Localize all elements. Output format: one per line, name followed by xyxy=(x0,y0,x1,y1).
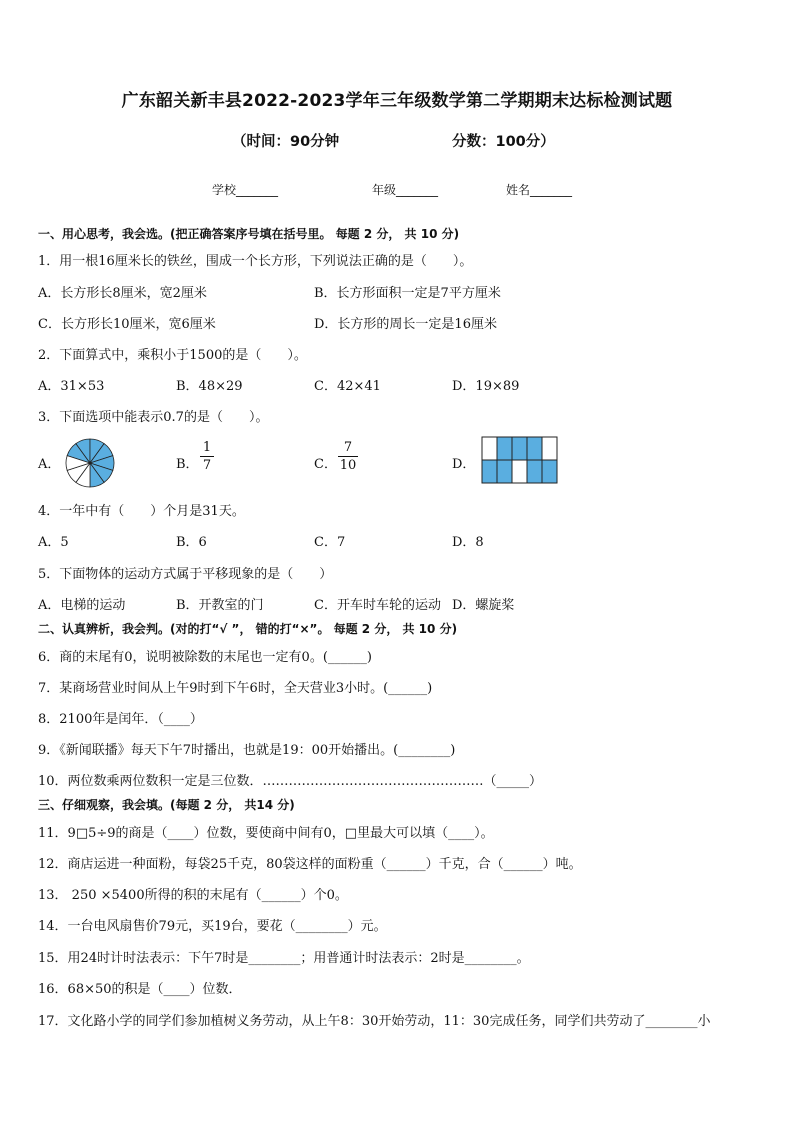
q1-option-a: A．长方形长8厘米，宽2厘米 xyxy=(38,286,207,301)
exam-time: （时间：90分钟 xyxy=(232,134,340,150)
question-7: 7．某商场营业时间从上午9时到下午6时，全天营业3小时。(______) xyxy=(38,681,433,696)
q3-fraction-b-numerator: 1 xyxy=(202,440,212,455)
grid-cell-empty xyxy=(482,437,497,460)
section-2-heading: 二、认真辨析，我会判。(对的打“√ ”， 错的打“×”。 每题 2 分， 共 10 分) xyxy=(38,622,458,636)
grid-cell-shaded xyxy=(527,437,542,460)
q3-fraction-b xyxy=(200,441,214,472)
grid-cell-shaded xyxy=(527,460,542,483)
q3-fraction-b-denominator: 7 xyxy=(202,458,212,473)
question-3: 3．下面选项中能表示0.7的是（ ）。 xyxy=(38,410,269,425)
question-5: 5．下面物体的运动方式属于平移现象的是（ ） xyxy=(38,567,333,582)
q3-fraction-c-numerator: 7 xyxy=(343,440,353,455)
q5-option-d: D．螺旋桨 xyxy=(452,598,515,613)
question-1: 1．用一根16厘米长的铁丝，围成一个长方形，下列说法正确的是（ ）。 xyxy=(38,254,473,269)
q3-option-d: D． xyxy=(452,457,476,472)
section-3-heading: 三、仔细观察，我会填。(每题 2 分， 共14 分) xyxy=(38,798,295,812)
question-16: 16．68×50的积是（____）位数． xyxy=(38,982,242,997)
grid-cell-shaded xyxy=(497,460,512,483)
q3-fraction-c xyxy=(338,441,358,472)
exam-score: 分数：100分） xyxy=(452,134,555,150)
school-field: 学校_______ xyxy=(212,183,279,197)
question-15: 15．用24时计时法表示：下午7时是________；用普通计时法表示：2时是________。 xyxy=(38,951,530,966)
question-13: 13． 250 ×5400所得的积的末尾有（______）个0。 xyxy=(38,888,348,903)
q4-option-c: C．7 xyxy=(314,535,346,550)
grid-cell-empty xyxy=(512,460,527,483)
page-title: 广东韶关新丰县2022-2023学年三年级数学第二学期期末达标检测试题 xyxy=(121,91,673,111)
question-14: 14．一台电风扇售价79元，买19台，要花（________）元。 xyxy=(38,919,387,934)
question-12: 12．商店运进一种面粉，每袋25千克，80袋这样的面粉重（______）千克，合（______）吨。 xyxy=(38,857,582,872)
q3-option-b: B． xyxy=(176,457,199,472)
question-9: 9．《新闻联播》每天下午7时播出，也就是19：00开始播出。(________) xyxy=(38,743,456,758)
q3-grid-diagram xyxy=(481,436,559,484)
q1-option-c: C．长方形长10厘米，宽6厘米 xyxy=(38,317,216,332)
q5-option-c: C．开车时车轮的运动 xyxy=(314,598,441,613)
q3-fraction-c-denominator: 10 xyxy=(339,458,357,473)
q1-option-b: B．长方形面积一定是7平方厘米 xyxy=(314,286,501,301)
q4-option-b: B．6 xyxy=(176,535,207,550)
name-field: 姓名_______ xyxy=(506,183,573,197)
grade-field: 年级_______ xyxy=(372,183,439,197)
q2-option-a: A．31×53 xyxy=(38,379,105,394)
q5-option-b: B．开教室的门 xyxy=(176,598,264,613)
grid-cell-shaded xyxy=(542,460,557,483)
q5-option-a: A．电梯的运动 xyxy=(38,598,126,613)
q1-option-d: D．长方形的周长一定是16厘米 xyxy=(314,317,497,332)
question-4: 4．一年中有（ ）个月是31天。 xyxy=(38,504,245,519)
q3-option-a: A． xyxy=(38,457,61,472)
grid-cell-shaded xyxy=(497,437,512,460)
question-8: 8．2100年是闰年．（____） xyxy=(38,712,203,727)
q2-option-c: C．42×41 xyxy=(314,379,381,394)
q2-option-b: B．48×29 xyxy=(176,379,243,394)
grid-cell-shaded xyxy=(512,437,527,460)
question-11: 11．9□5÷9的商是（____）位数，要使商中间有0，□里最大可以填（____）。 xyxy=(38,826,494,841)
grid-cell-shaded xyxy=(482,460,497,483)
q4-option-d: D．8 xyxy=(452,535,484,550)
question-6: 6．商的末尾有0，说明被除数的末尾也一定有0。(______) xyxy=(38,650,372,665)
q2-option-d: D．19×89 xyxy=(452,379,520,394)
question-10: 10．两位数乘两位数积一定是三位数．……………………………………………（_____） xyxy=(38,774,543,789)
q4-option-a: A．5 xyxy=(38,535,69,550)
q3-option-c: C． xyxy=(314,457,337,472)
q3-pie-diagram xyxy=(64,437,116,489)
question-2: 2．下面算式中，乘积小于1500的是（ ）。 xyxy=(38,348,307,363)
question-17: 17．文化路小学的同学们参加植树义务劳动，从上午8：30开始劳动，11：30完成任务，同学们共劳动了________小 xyxy=(38,1014,711,1029)
section-1-heading: 一、用心思考，我会选。(把正确答案序号填在括号里。 每题 2 分， 共 10 分) xyxy=(38,227,460,241)
grid-cell-empty xyxy=(542,437,557,460)
